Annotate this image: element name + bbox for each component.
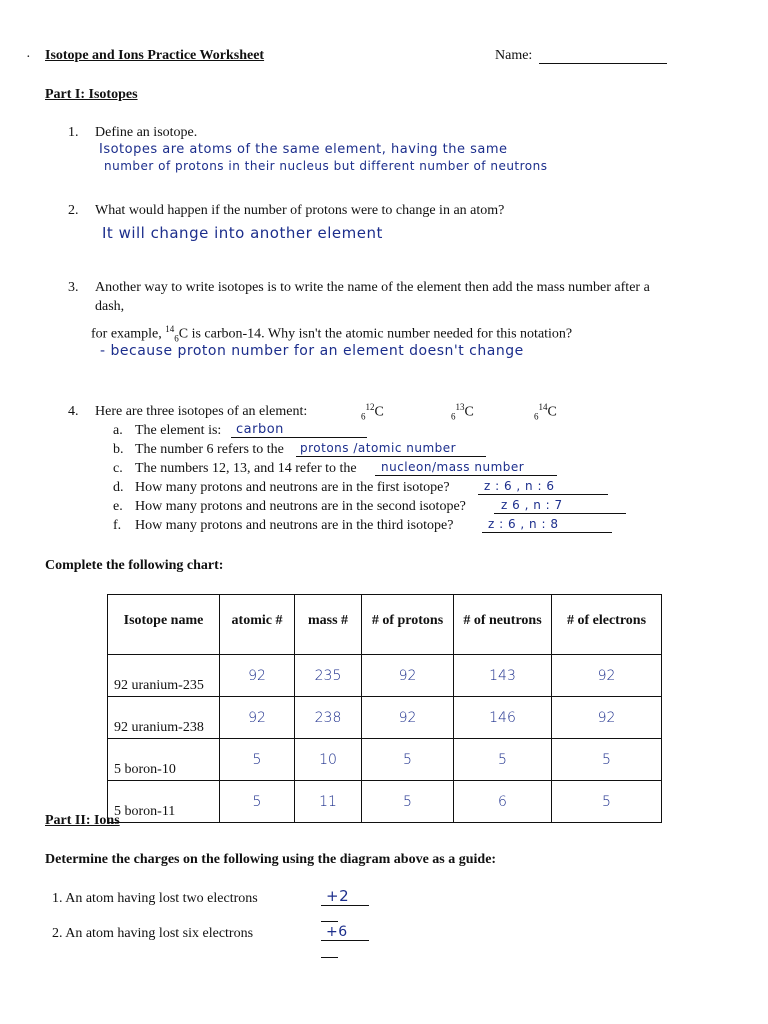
q4f-line [482,532,612,533]
q3-answer: - because proton number for an element doesn't change [100,343,524,359]
header-bullet: · [26,50,31,65]
q1-number: 1. [68,125,79,140]
mass-number-cell[interactable]: 10 [295,739,362,781]
q4f-letter: f. [113,518,122,533]
table-row [108,655,662,697]
q4e-answer: z 6 , n : 7 [501,498,563,512]
q3-text-line1: Another way to write isotopes is to write the name of the element then add the mass number after a [95,280,650,295]
q3-example: for example, $^{14}_6$C is carbon-14. Why isn't the atomic number needed for this notation? [91,324,573,344]
neutrons-cell[interactable]: 6 [454,781,552,823]
mass-number-cell[interactable]: 238 [295,697,362,739]
worksheet-title: Isotope and Ions Practice Worksheet [45,48,265,63]
q3-number: 3. [68,280,79,295]
q4a-line [231,437,367,438]
neutrons-cell[interactable]: 5 [454,739,552,781]
electrons-cell[interactable]: 5 [552,739,662,781]
q4e-letter: e. [113,499,123,514]
header-protons: # of protons [362,595,454,655]
header-atomic-number: atomic # [220,595,295,655]
q2-number: 2. [68,203,79,218]
atomic-number-cell[interactable]: 92 [220,655,295,697]
q4b-answer: protons /atomic number [300,441,457,455]
chart-header-row [108,595,662,655]
part1-heading: Part I: Isotopes [45,87,138,102]
header-isotope-name: Isotope name [108,595,220,655]
q4-number: 4. [68,404,79,419]
q4c-text: The numbers 12, 13, and 14 refer to the [135,461,357,476]
ion-question-2: 2. An atom having lost six electrons [52,926,254,941]
q4f-text: How many protons and neutrons are in the third isotope? [135,518,454,533]
q4e-line [494,513,626,514]
ion-answer-2-line [321,940,369,941]
ion-question-1: 1. An atom having lost two electrons [52,891,258,906]
atomic-number-cell[interactable]: 5 [220,781,295,823]
ion-answer-1-line [321,905,369,906]
q2-text: What would happen if the number of protons were to change in an atom? [95,203,505,218]
ion-answer-2: +6 [326,924,348,940]
isotope-name-cell: 92 uranium-238 [108,697,220,739]
q4d-answer: z : 6 , n : 6 [484,479,555,493]
name-line[interactable] [539,63,667,64]
ion-answer-1: +2 [326,887,350,905]
mass-number-cell[interactable]: 235 [295,655,362,697]
q2-answer: It will change into another element [102,224,383,242]
mass-number-cell[interactable]: 11 [295,781,362,823]
part2-instruction: Determine the charges on the following using the diagram above as a guide: [45,852,497,867]
q4b-letter: b. [113,442,124,457]
q4-text: Here are three isotopes of an element: [95,404,308,419]
neutrons-cell[interactable]: 146 [454,697,552,739]
table-row [108,781,662,823]
q4e-text: How many protons and neutrons are in the second isotope? [135,499,466,514]
header-mass-number: mass # [295,595,362,655]
q1-answer-line2: number of protons in their nucleus but different number of neutrons [104,159,548,173]
part2-heading: Part II: Ions [45,813,120,828]
protons-cell[interactable]: 5 [362,739,454,781]
electrons-cell[interactable]: 92 [552,697,662,739]
header-neutrons: # of neutrons [454,595,552,655]
electrons-cell[interactable]: 5 [552,781,662,823]
q4a-letter: a. [113,423,123,438]
q4b-text: The number 6 refers to the [135,442,284,457]
electrons-cell[interactable]: 92 [552,655,662,697]
table-row [108,739,662,781]
q1-text: Define an isotope. [95,125,198,140]
q4a-text: The element is: [135,423,222,438]
q4a-answer: carbon [236,422,284,437]
ion-answer-1-line-short [321,921,338,922]
q4c-line [375,475,557,476]
protons-cell[interactable]: 92 [362,697,454,739]
q4d-line [478,494,608,495]
isotope-carbon-14: $_6^{14}$C [534,402,557,422]
isotope-carbon-12: $_6^{12}$C [361,402,384,422]
q3-example-atomic: 6 [174,333,179,344]
q3-example-mass: 14 [165,324,175,334]
isotope-name-cell: 5 boron-10 [108,739,220,781]
atomic-number-cell[interactable]: 5 [220,739,295,781]
table-row [108,697,662,739]
neutrons-cell[interactable]: 143 [454,655,552,697]
q4d-letter: d. [113,480,124,495]
q4d-text: How many protons and neutrons are in the first isotope? [135,480,450,495]
isotope-name-cell: 5 boron-11 [108,781,220,823]
q4b-line [296,456,486,457]
protons-cell[interactable]: 92 [362,655,454,697]
name-label: Name: [495,48,533,63]
q4f-answer: z : 6 , n : 8 [488,517,559,531]
ion-answer-2-line-short [321,957,338,958]
isotope-name-cell: 92 uranium-235 [108,655,220,697]
protons-cell[interactable]: 5 [362,781,454,823]
q3-text-line2: dash, [95,299,125,314]
q4c-letter: c. [113,461,123,476]
isotope-carbon-13: $_6^{13}$C [451,402,474,422]
header-electrons: # of electrons [552,595,662,655]
isotope-chart [107,594,662,823]
atomic-number-cell[interactable]: 92 [220,697,295,739]
chart-heading: Complete the following chart: [45,558,224,573]
q1-answer-line1: Isotopes are atoms of the same element, having the same [99,142,508,157]
q4c-answer: nucleon/mass number [381,460,525,474]
